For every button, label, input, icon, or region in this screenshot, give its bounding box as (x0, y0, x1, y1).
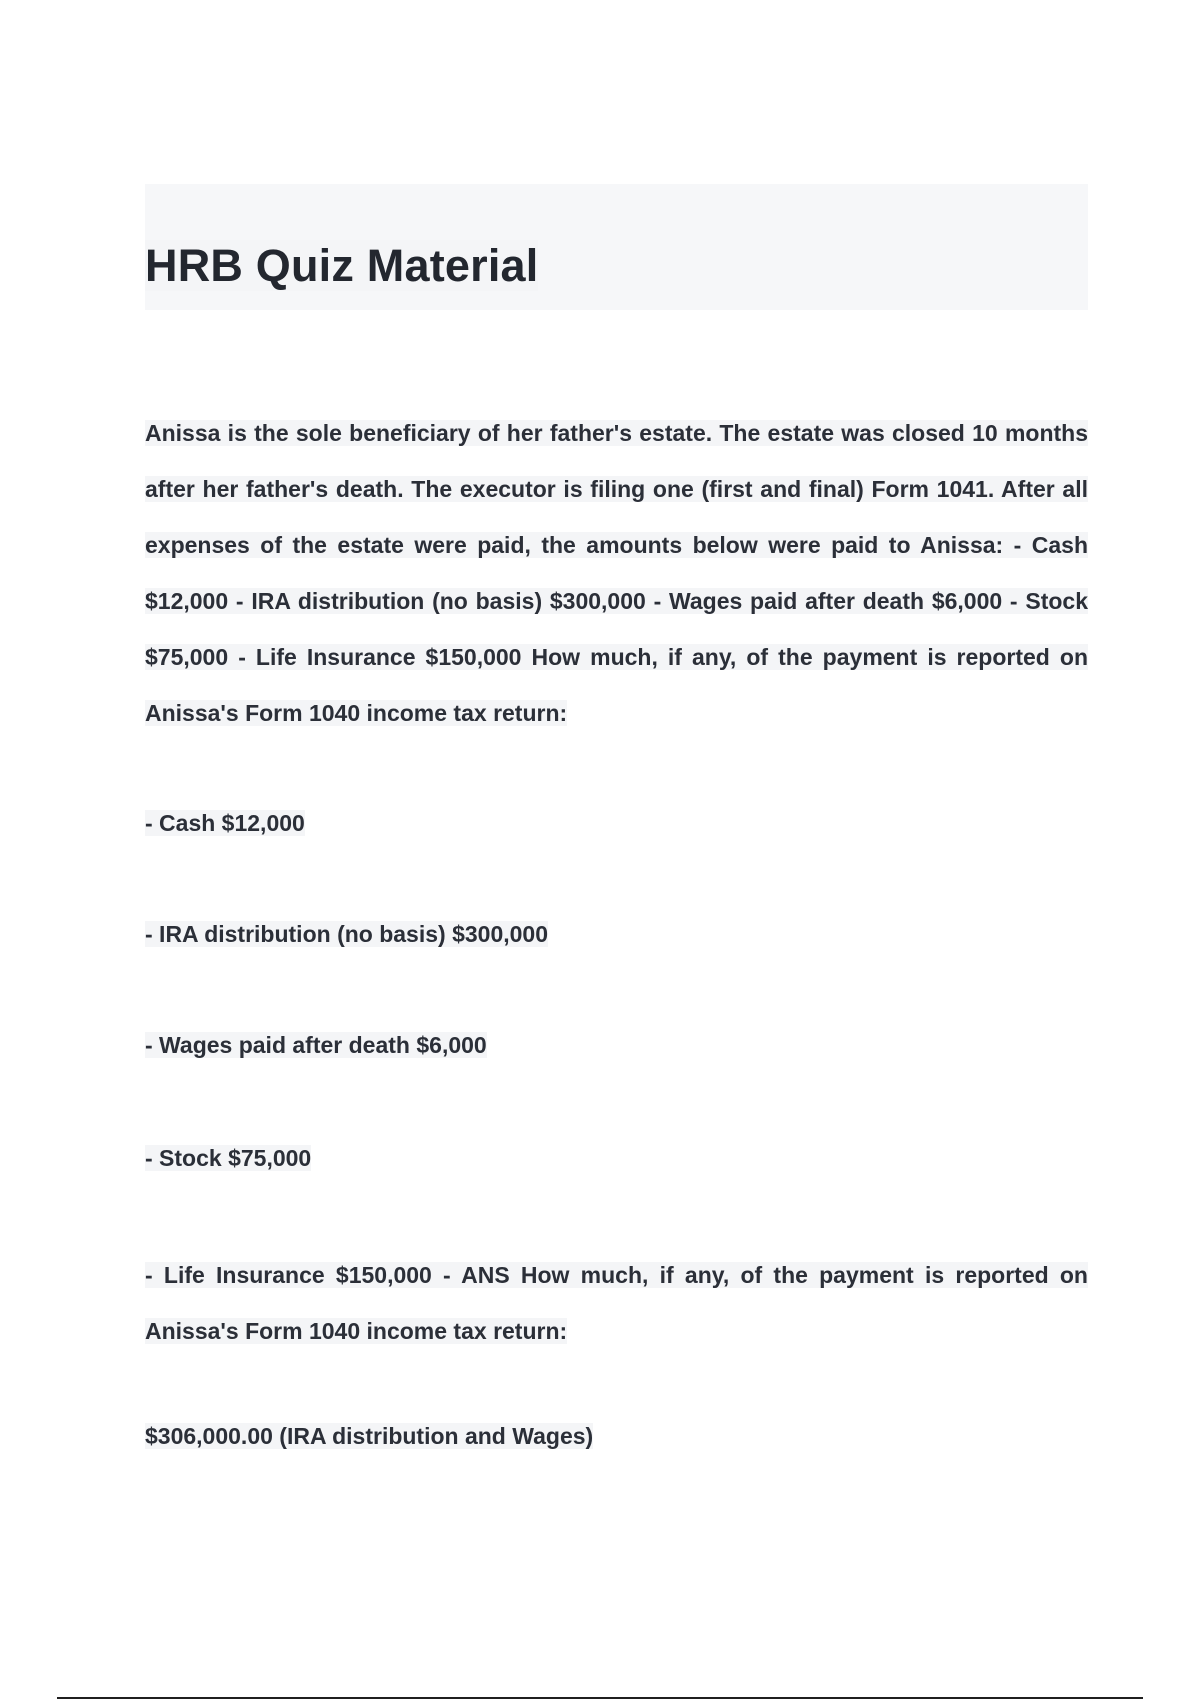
footer-divider (57, 1697, 1143, 1699)
option-wages: - Wages paid after death $6,000 (145, 1032, 487, 1058)
answer-prompt: - Life Insurance $150,000 - ANS How much, if any, of the payment is reported on Anissa's Form 1040 income tax return: (145, 1262, 1088, 1344)
question-text: Anissa is the sole beneficiary of her father's estate. The estate was closed 10 months after her father's death. The executor is filing one (first and final) Form 1041. After all expenses of the estate were paid, the amounts below were paid to Anissa: - Cash $12,000 - IRA distribution (no basis) $300,000 - Wages paid after death $6,000 - Stock $75,000 - Life Insurance $150,000 How much, if any, of the payment is reported on Anissa's Form 1040 income tax return: (145, 420, 1088, 726)
page-title: HRB Quiz Material (145, 240, 539, 291)
option-stock: - Stock $75,000 (145, 1145, 312, 1171)
option-cash: - Cash $12,000 (145, 810, 305, 836)
answer-value: $306,000.00 (IRA distribution and Wages) (145, 1423, 594, 1449)
option-ira: - IRA distribution (no basis) $300,000 (145, 921, 549, 947)
